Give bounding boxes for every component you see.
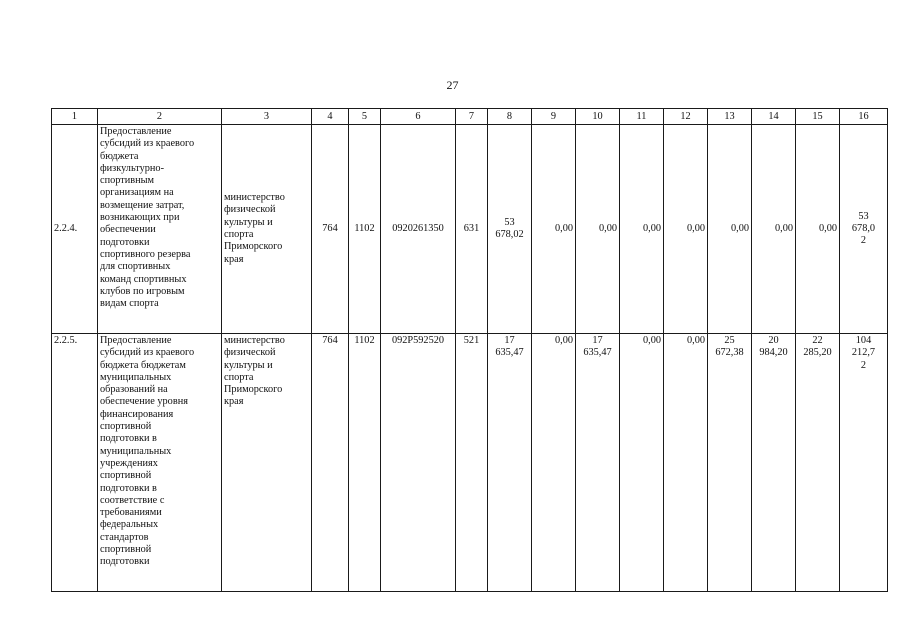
cell-col-7: 631 bbox=[456, 125, 488, 334]
cell-col-14: 20 984,20 bbox=[752, 334, 796, 592]
cell-col-15: 0,00 bbox=[796, 125, 840, 334]
header-row bbox=[52, 109, 888, 125]
cell-col-11: 0,00 bbox=[620, 334, 664, 592]
cell-col-12: 0,00 bbox=[664, 125, 708, 334]
table-row bbox=[52, 125, 888, 334]
header-col-5: 5 bbox=[349, 109, 381, 125]
cell-col-11: 0,00 bbox=[620, 125, 664, 334]
row-executor: министерство физической культуры и спорта Приморского края bbox=[222, 125, 312, 334]
cell-col-12: 0,00 bbox=[664, 334, 708, 592]
cell-col-4: 764 bbox=[312, 125, 349, 334]
row-description: Предоставление субсидий из краевого бюджета физкультурно- спортивным организациям на возмещение затрат, возникающих при обеспечении подготовки спортивного резерва для спортивных команд спортивных клубов по игровым видам спорта bbox=[98, 125, 222, 334]
cell-col-13: 0,00 bbox=[708, 125, 752, 334]
cell-col-16: 104 212,7 2 bbox=[840, 334, 888, 592]
cell-col-6: 092P592520 bbox=[381, 334, 456, 592]
cell-col-8: 53 678,02 bbox=[488, 125, 532, 334]
header-col-15: 15 bbox=[796, 109, 840, 125]
header-col-7: 7 bbox=[456, 109, 488, 125]
cell-col-10: 0,00 bbox=[576, 125, 620, 334]
page-number: 27 bbox=[446, 78, 459, 92]
header-col-12: 12 bbox=[664, 109, 708, 125]
row-description: Предоставление субсидий из краевого бюджета бюджетам муниципальных образований на обеспечение уровня финансирования спортивной подготовки в муниципальных учреждениях спортивной подготовки в соответствие с требованиями федеральных стандартов спортивной подготовки bbox=[98, 334, 222, 592]
cell-col-6: 0920261350 bbox=[381, 125, 456, 334]
header-col-10: 10 bbox=[576, 109, 620, 125]
header-col-14: 14 bbox=[752, 109, 796, 125]
header-col-8: 8 bbox=[488, 109, 532, 125]
cell-col-9: 0,00 bbox=[532, 125, 576, 334]
row-executor: министерство физической культуры и спорта Приморского края bbox=[222, 334, 312, 592]
cell-col-16: 53 678,0 2 bbox=[840, 125, 888, 334]
cell-col-9: 0,00 bbox=[532, 334, 576, 592]
header-col-2: 2 bbox=[98, 109, 222, 125]
cell-col-14: 0,00 bbox=[752, 125, 796, 334]
header-col-16: 16 bbox=[840, 109, 888, 125]
header-col-3: 3 bbox=[222, 109, 312, 125]
row-number: 2.2.5. bbox=[52, 334, 98, 592]
row-number: 2.2.4. bbox=[52, 125, 98, 334]
cell-col-8: 17 635,47 bbox=[488, 334, 532, 592]
cell-col-5: 1102 bbox=[349, 125, 381, 334]
header-col-1: 1 bbox=[52, 109, 98, 125]
header-col-13: 13 bbox=[708, 109, 752, 125]
table-row bbox=[52, 334, 888, 592]
header-col-9: 9 bbox=[532, 109, 576, 125]
header-col-4: 4 bbox=[312, 109, 349, 125]
cell-col-15: 22 285,20 bbox=[796, 334, 840, 592]
cell-col-4: 764 bbox=[312, 334, 349, 592]
header-col-6: 6 bbox=[381, 109, 456, 125]
header-col-11: 11 bbox=[620, 109, 664, 125]
cell-col-5: 1102 bbox=[349, 334, 381, 592]
budget-table bbox=[51, 108, 888, 592]
cell-col-13: 25 672,38 bbox=[708, 334, 752, 592]
cell-col-7: 521 bbox=[456, 334, 488, 592]
cell-col-10: 17 635,47 bbox=[576, 334, 620, 592]
